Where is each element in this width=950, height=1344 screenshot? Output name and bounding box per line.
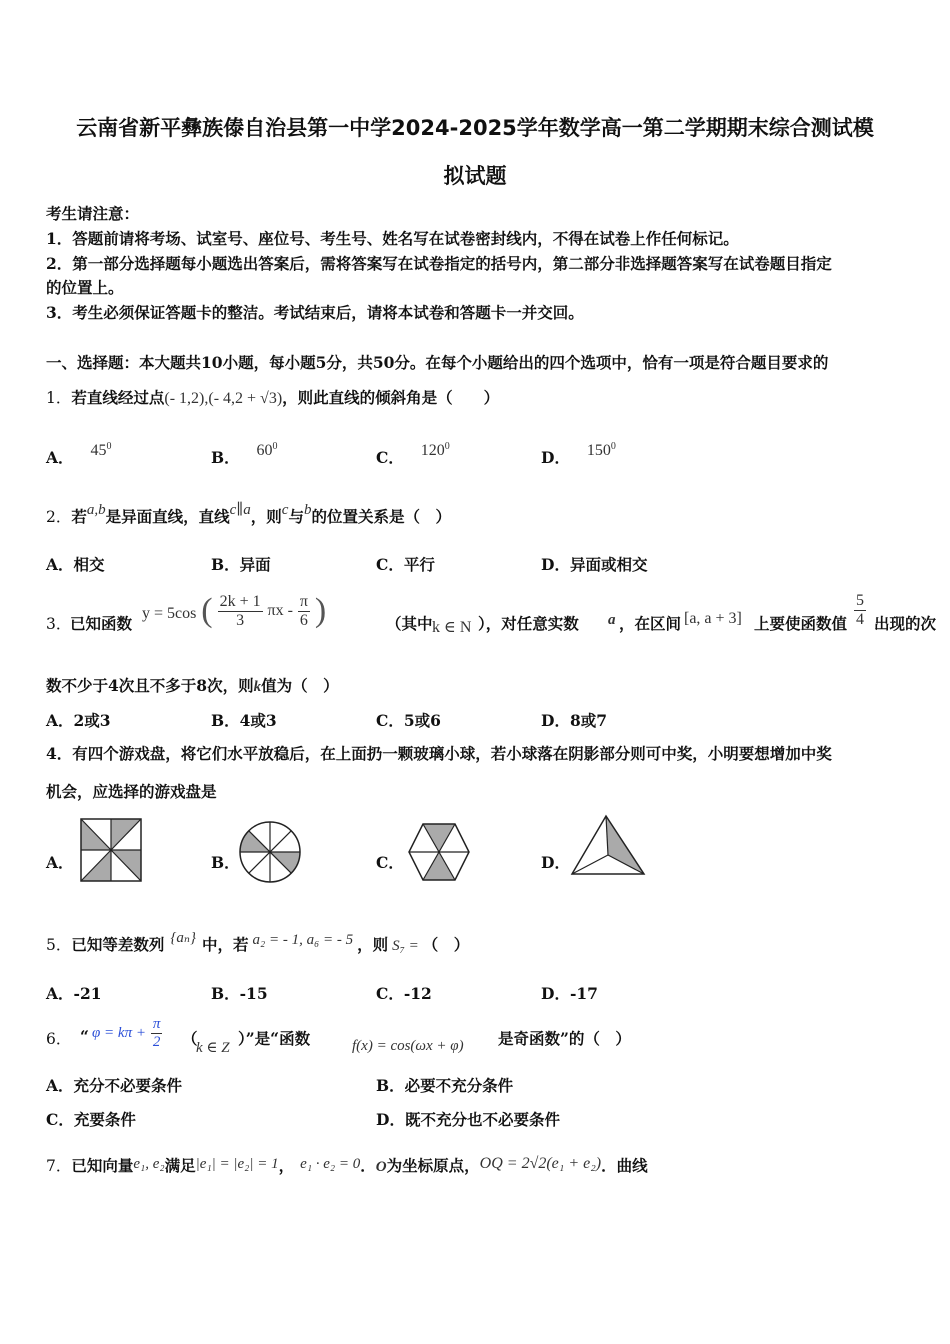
question-1 (46, 386, 499, 408)
q3-fraction-1-den: 3 (236, 611, 245, 629)
q1-option-d-label: D． (541, 448, 570, 467)
q3-line2-pre: 数不少于4次且不多于8次，则 (46, 676, 254, 695)
q3-number: 3． (46, 615, 72, 633)
q6-paren-open: （ (182, 1029, 198, 1048)
q6-option-d: D．既不充分也不必要条件 (376, 1110, 560, 1129)
notice-item-2a: 2．第一部分选择题每小题选出答案后，需将答案写在试卷指定的括号内，第二部分非选择题答案写在试卷题目指定 (46, 254, 832, 273)
q1-option-b-value: 60 (256, 442, 273, 459)
q3-text-2: （其中 (386, 614, 433, 633)
q6-condition-prefix: φ = kπ + (92, 1025, 146, 1041)
q3-option-b: B．4或3 (211, 711, 277, 730)
q7-math-o: O (375, 1159, 387, 1175)
q4-option-a-label: A． (46, 853, 74, 872)
q3-text-6: 出现的次 (874, 614, 937, 633)
question-3-line-2 (46, 674, 339, 696)
q1-option-b (211, 441, 278, 468)
q1-point-2: (- 4,2 + √3) (208, 390, 283, 407)
q5-math-sequence: {aₙ} (170, 930, 196, 946)
q2-text-4: 与 (288, 507, 304, 526)
q3-text-3: ），对任意实数 (478, 614, 579, 633)
q4-option-b-circle-board (236, 818, 304, 886)
q6-text-1: ）”是“函数 (238, 1029, 311, 1048)
q5-number: 5． (46, 936, 72, 954)
q2-math-b: b (303, 502, 312, 518)
q7-math-oq: OQ = 2√2(e₁ + e₂) (479, 1155, 602, 1172)
q4-option-d-triangle-board (568, 812, 648, 880)
q1-number: 1． (46, 389, 72, 407)
q3-text-4: ，在区间 (619, 614, 682, 633)
q5-text-4: （ ） (422, 935, 470, 954)
section-1-heading: 一、选择题：本大题共10小题，每小题5分，共50分。在每个小题给出的四个选项中，恰有一项是符合题目要求的 (46, 353, 829, 372)
q2-math-c: c (281, 502, 289, 518)
q3-fraction-1-num: 2k + 1 (219, 592, 261, 610)
q3-value-fraction (854, 592, 866, 628)
q6-option-c: C．充要条件 (46, 1110, 136, 1129)
q5-text-3: ，则 (357, 935, 389, 954)
q1-option-a (46, 441, 112, 468)
notice-heading: 考生请注意： (46, 204, 140, 223)
notice-item-3: 3．考生必须保证答题卡的整洁。考试结束后，请将本试卷和答题卡一并交回。 (46, 303, 584, 322)
q7-text-5: 为坐标原点， (386, 1156, 480, 1175)
q3-paren-right: ) (314, 592, 327, 629)
q3-fraction-2-den: 6 (299, 611, 308, 629)
q2-option-c: C．平行 (376, 555, 435, 574)
q3-interval: [a, a + 3] (684, 610, 742, 627)
q5-math-s7: S₇ = (392, 938, 419, 954)
q5-text-2: 中，若 (201, 935, 249, 954)
q3-fraction-2-num: π (299, 592, 308, 610)
q4-option-b-label: B． (211, 853, 240, 872)
q7-text-2: 满足 (164, 1156, 196, 1175)
notice-item-1: 1．答题前请将考场、试室号、座位号、考生号、姓名写在试卷密封线内，不得在试卷上作任何标记。 (46, 229, 739, 248)
question-5 (46, 930, 470, 955)
q4-b-shaded-2 (270, 852, 300, 873)
q1-comma: , (204, 390, 209, 407)
q1-option-b-degree: 0 (272, 441, 278, 452)
question-4-line-2: 机会，应选择的游戏盘是 (46, 782, 217, 801)
q3-fraction-1 (218, 593, 263, 629)
q1-post: ，则此直线的倾斜角是（ ） (282, 388, 500, 407)
q7-math-vectors: e₁, e₂ (133, 1156, 165, 1172)
q2-option-d: D．异面或相交 (541, 555, 648, 574)
q3-function (142, 592, 326, 630)
q2-text-1: 若 (71, 507, 87, 526)
exam-title-line1: 云南省新平彝族傣自治县第一中学2024-2025学年数学高一第二学期期末综合测试模 (76, 116, 874, 140)
q1-option-d-degree: 0 (610, 441, 616, 452)
q3-option-a: A．2或3 (46, 711, 111, 730)
q6-open-quote: “ (80, 1027, 89, 1046)
q6-fraction-den: 2 (152, 1033, 161, 1050)
q4-option-c-label: C． (376, 853, 404, 872)
q4-c-shaded-1 (423, 824, 455, 852)
q7-text-1: 已知向量 (71, 1156, 134, 1175)
q1-option-c-label: C． (376, 448, 404, 467)
q1-option-d (541, 441, 616, 468)
q7-text-3: ， (278, 1156, 295, 1175)
q7-math-dot: e₁ · e₂ = 0 (300, 1156, 361, 1172)
q6-fraction-num: π (152, 1016, 161, 1032)
q2-option-a: A．相交 (46, 555, 105, 574)
q3-function-prefix: y = 5cos (142, 605, 197, 622)
q1-option-d-value: 150 (586, 442, 611, 459)
question-7 (46, 1154, 648, 1176)
q4-option-c-hexagon-board (406, 818, 472, 886)
q1-option-c-degree: 0 (444, 441, 450, 452)
q3-math-k-in-n: k ∈ N (432, 619, 472, 636)
q2-text-3: ，则 (250, 507, 282, 526)
q6-math-function: f(x) = cos(ωx + φ) (352, 1038, 464, 1054)
q5-text-1: 已知等差数列 (71, 935, 165, 954)
q1-pre: 若直线经过点 (71, 388, 165, 407)
notice-item-2b: 的位置上。 (46, 278, 124, 297)
q3-function-mid: πx - (267, 602, 293, 619)
q7-text-4: ． (360, 1156, 376, 1175)
q3-option-c: C．5或6 (376, 711, 441, 730)
q5-option-b: B．-15 (211, 984, 268, 1003)
q4-c-shaded-2 (423, 852, 455, 880)
q3-paren-left: ( (201, 592, 213, 629)
q3-math-a: a (608, 612, 616, 628)
q5-option-a: A．-21 (46, 984, 102, 1003)
q3-value-den: 4 (856, 610, 864, 628)
q6-option-b: B．必要不充分条件 (376, 1076, 514, 1095)
q6-option-a: A．充分不必要条件 (46, 1076, 183, 1095)
q2-option-b: B．异面 (211, 555, 271, 574)
q2-math-c-parallel-a: c∥a (229, 502, 251, 518)
q1-option-b-label: B． (211, 448, 240, 467)
q7-text-6: ．曲线 (601, 1156, 648, 1175)
q2-number: 2． (46, 508, 72, 526)
q4-option-a-square-board (78, 816, 144, 884)
q3-text-1: 已知函数 (70, 614, 133, 633)
q3-value-num: 5 (856, 592, 864, 609)
q2-text-2: 是异面直线，直线 (105, 507, 230, 526)
q5-math-condition: a₂ = - 1, a₆ = - 5 (252, 932, 354, 948)
q6-math-k-in-z: k ∈ Z (196, 1040, 230, 1056)
q5-option-c: C．-12 (376, 984, 432, 1003)
q1-option-c-value: 120 (420, 442, 445, 459)
q1-option-a-degree: 0 (106, 441, 112, 452)
q3-line2-k: k (253, 679, 262, 695)
q6-text-2: 是奇函数”的（ ） (498, 1029, 631, 1048)
q1-option-a-label: A． (46, 448, 74, 467)
q7-number: 7． (46, 1157, 72, 1175)
q6-condition (92, 1016, 162, 1050)
q2-text-5: 的位置关系是（ ） (311, 507, 451, 526)
q2-math-ab: a,b (86, 502, 106, 518)
q3-text-5: 上要使函数值 (754, 614, 848, 633)
q4-option-d-label: D． (541, 853, 570, 872)
question-2 (46, 502, 451, 527)
q3-line2-post: 值为（ ） (261, 676, 339, 695)
q5-option-d: D．-17 (541, 984, 598, 1003)
q1-option-a-value: 45 (90, 442, 107, 459)
q3-fraction-2 (298, 593, 310, 629)
q1-option-c (376, 441, 450, 468)
q6-condition-fraction (151, 1016, 163, 1050)
question-4-line-1: 4．有四个游戏盘，将它们水平放稳后，在上面扔一颗玻璃小球，若小球落在阴影部分则可中奖，小明要想增加中奖 (46, 744, 832, 763)
q3-option-d: D．8或7 (541, 711, 608, 730)
q6-number: 6． (46, 1030, 72, 1048)
exam-title-line2: 拟试题 (443, 164, 507, 188)
q4-b-shaded-1 (240, 831, 270, 852)
q7-math-norms: |e₁| = |e₂| = 1 (195, 1156, 279, 1172)
q1-point-1: (- 1,2) (164, 390, 205, 407)
